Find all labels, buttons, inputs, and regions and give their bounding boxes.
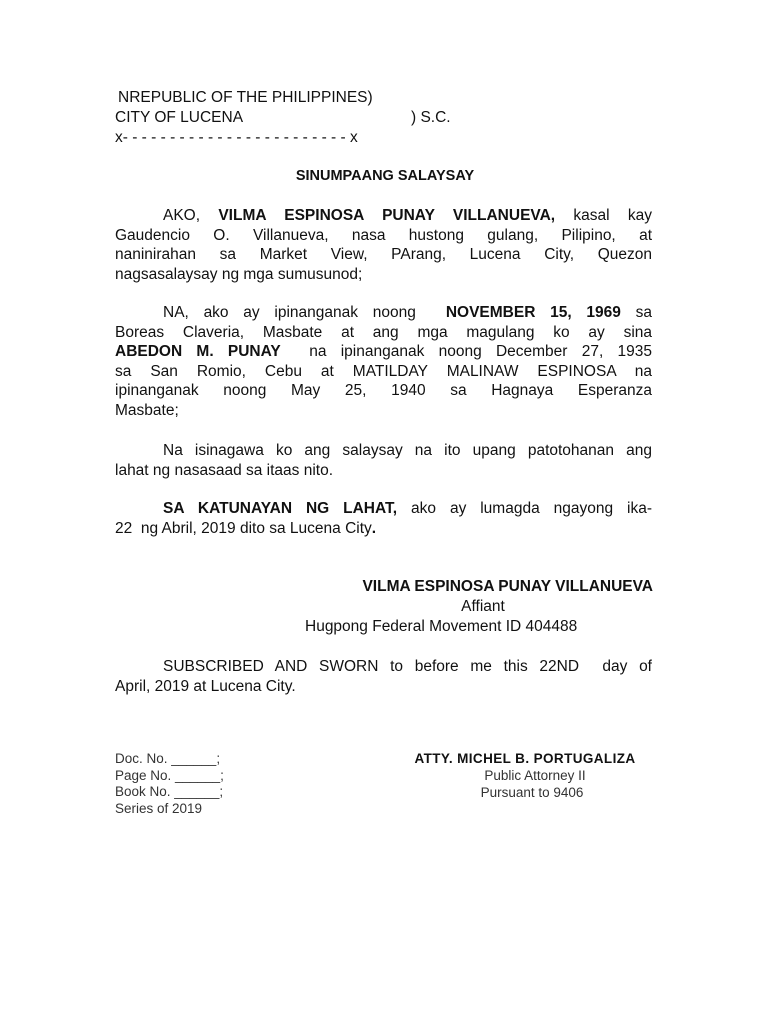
paragraph-2 xyxy=(115,303,652,420)
p4-line-2: 22 ng Abril, 2019 dito sa Lucena City. xyxy=(115,519,377,537)
father-name: ABEDON M. PUNAY xyxy=(115,343,281,360)
p3-line-1: Na isinagawa ko ang salaysay na ito upang patotohanan ang xyxy=(163,442,652,459)
jurat xyxy=(115,657,652,696)
notary-name: ATTY. MICHEL B. PORTUGALIZA xyxy=(414,751,636,766)
doc-no: Doc. No. ______; xyxy=(115,751,221,766)
p4-line-1: SA KATUNAYAN NG LAHAT, ako ay lumagda ngayong ika- xyxy=(163,500,652,517)
caption-city: CITY OF LUCENA xyxy=(115,109,244,126)
p3-line-2: lahat ng nasasaad sa itaas nito. xyxy=(115,461,334,479)
jurat-line-2: April, 2019 at Lucena City. xyxy=(115,677,296,695)
series: Series of 2019 xyxy=(115,800,203,816)
caption-line-1 xyxy=(118,88,373,108)
p2-line-3: ABEDON M. PUNAY na ipinanganak noong December 27, 1935 xyxy=(115,343,652,360)
paragraph-1 xyxy=(115,206,652,284)
p1-line-4: nagsasalaysay ng mga sumusunod; xyxy=(115,265,363,283)
birth-date: NOVEMBER 15, 1969 xyxy=(445,304,621,321)
caption-separator: x- - - - - - - - - - - - - - - - - - - - - - - - x xyxy=(115,129,358,146)
affiant-id: Hugpong Federal Movement ID 404488 xyxy=(305,618,578,635)
p1-line-3: naninirahan sa Market View, PArang, Lucena City, Quezon xyxy=(115,246,652,263)
p1-line-2: Gaudencio O. Villanueva, nasa hustong gulang, Pilipino, at xyxy=(115,226,652,244)
paragraph-3 xyxy=(115,441,652,480)
p2-line-2: Boreas Claveria, Masbate at ang mga magulang ko ay sina xyxy=(115,323,652,341)
paragraph-4 xyxy=(115,499,652,538)
jurat-line-1: SUBSCRIBED AND SWORN to before me this 22ND day of xyxy=(163,658,652,675)
caption-sc: ) S.C. xyxy=(411,109,451,126)
book-no: Book No. ______; xyxy=(115,784,224,799)
p1-line-1: AKO, VILMA ESPINOSA PUNAY VILLANUEVA, kasal kay xyxy=(163,207,652,224)
p2-line-5: ipinanganak noong May 25, 1940 sa Hagnaya Esperanza xyxy=(115,382,652,399)
p2-line-6: Masbate; xyxy=(115,401,179,419)
caption-republic: NREPUBLIC OF THE PHILIPPINES) xyxy=(118,89,373,106)
page-no: Page No. ______; xyxy=(115,767,224,783)
witness-clause: SA KATUNAYAN NG LAHAT, xyxy=(163,500,398,517)
notary-title: Public Attorney II xyxy=(484,768,586,783)
document-title: SINUMPAANG SALAYSAY xyxy=(295,168,475,184)
affiant-name: VILMA ESPINOSA PUNAY VILLANUEVA xyxy=(362,578,653,595)
notary-authority: Pursuant to 9406 xyxy=(480,785,584,800)
p2-line-4: sa San Romio, Cebu at MATILDAY MALINAW ESPINOSA na xyxy=(115,362,652,380)
docket xyxy=(115,751,224,817)
affiant-name-inline: VILMA ESPINOSA PUNAY VILLANUEVA, xyxy=(218,207,556,224)
affiant-label: Affiant xyxy=(461,598,505,615)
p2-line-1: NA, ako ay ipinanganak noong NOVEMBER 15, 1969 sa xyxy=(163,304,652,321)
